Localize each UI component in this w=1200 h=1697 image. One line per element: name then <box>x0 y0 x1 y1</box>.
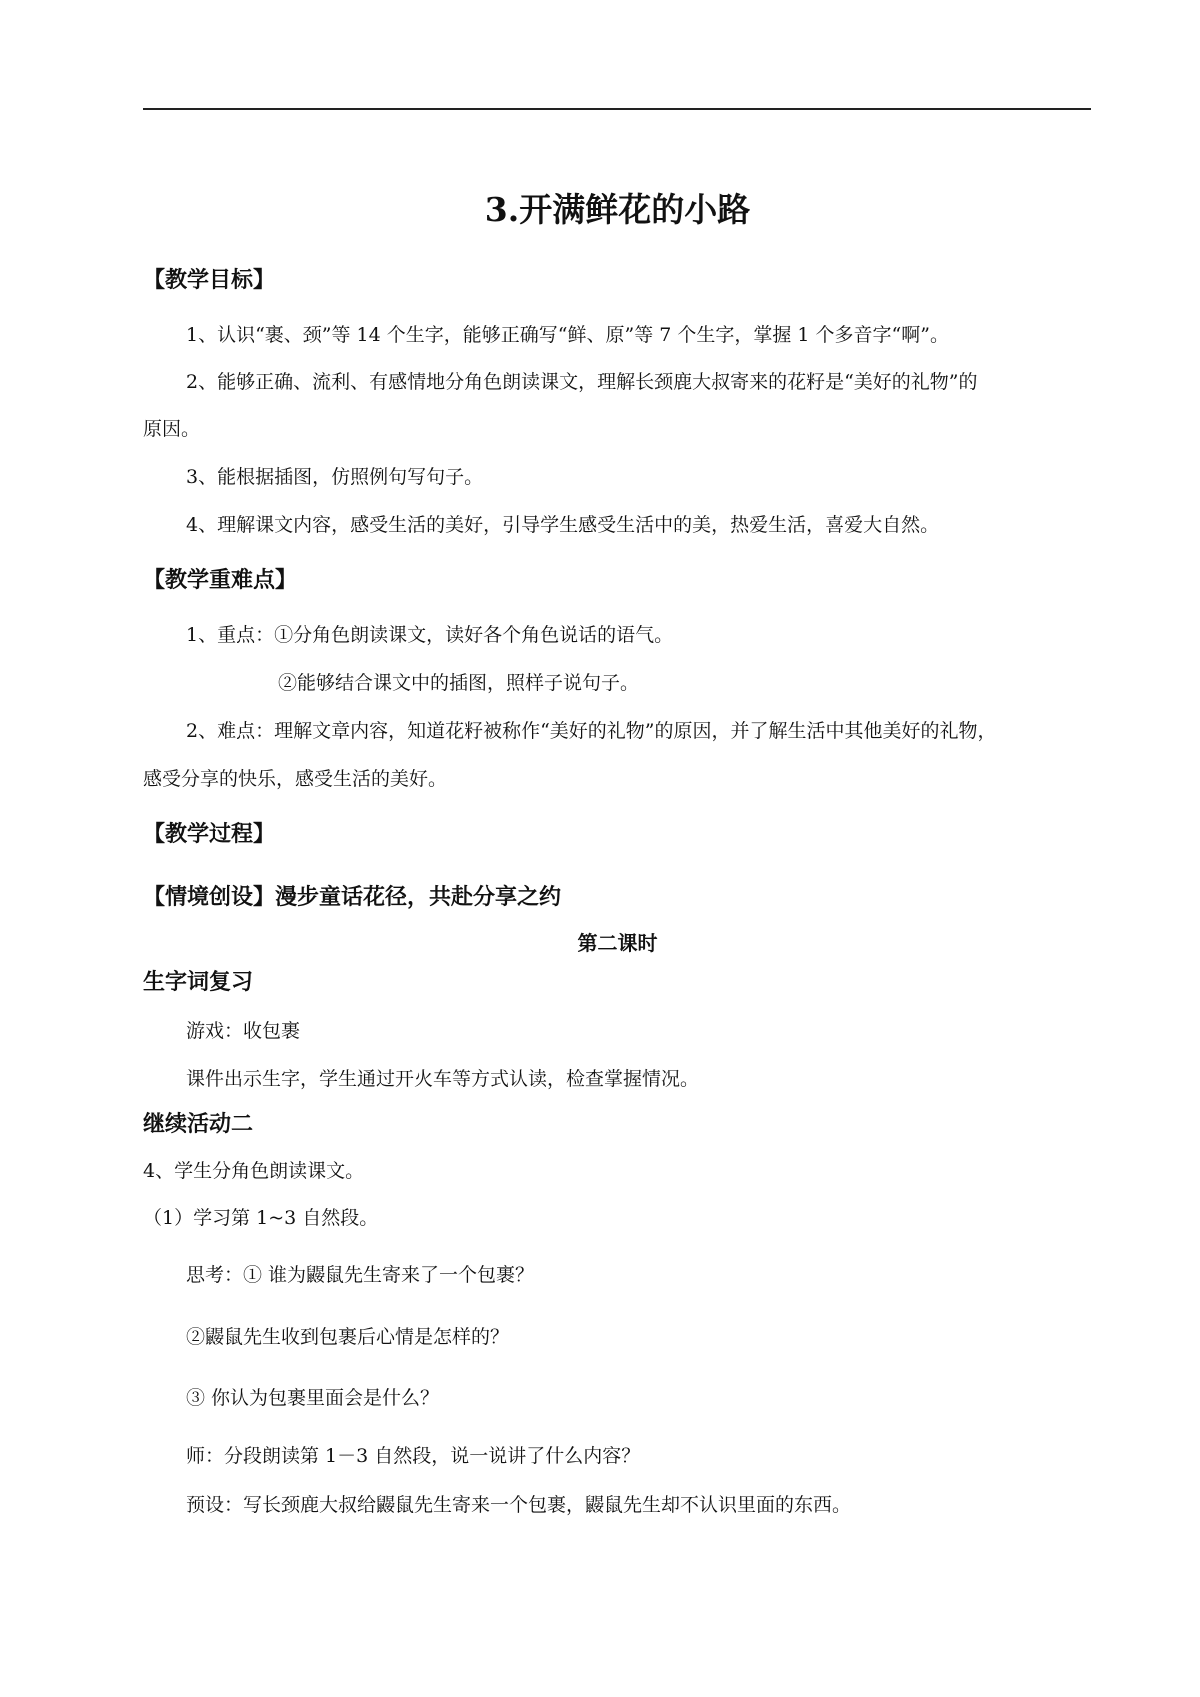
keypoint-2-cont: 感受分享的快乐，感受生活的美好。 <box>143 768 448 790</box>
activity-heading: 继续活动二 <box>143 1112 254 1137</box>
activity-preset: 预设：写长颈鹿大叔给鼹鼠先生寄来一个包裹，鼹鼠先生却不认识里面的东西。 <box>186 1494 852 1516</box>
keypoint-2: 2、难点：理解文章内容，知道花籽被称作“美好的礼物”的原因，并了解生活中其他美好的礼物， <box>186 720 997 742</box>
activity-question-2: ②鼹鼠先生收到包裹后心情是怎样的？ <box>186 1326 510 1348</box>
keypoint-1: 1、重点：①分角色朗读课文，读好各个角色说话的语气。 <box>186 624 674 646</box>
review-heading: 生字词复习 <box>143 970 254 995</box>
activity-question-1: 思考：① 谁为鼹鼠先生寄来了一个包裹？ <box>186 1264 535 1286</box>
activity-question-3: ③ 你认为包裹里面会是什么？ <box>186 1387 440 1409</box>
activity-line-2: （1）学习第 1~3 自然段。 <box>143 1207 379 1229</box>
objective-4: 4、理解课文内容，感受生活的美好，引导学生感受生活中的美，热爱生活，喜爱大自然。 <box>186 514 940 536</box>
keypoint-1b: ②能够结合课文中的插图，照样子说句子。 <box>278 672 640 694</box>
review-line-1: 游戏：收包裹 <box>186 1020 301 1042</box>
activity-line-1: 4、学生分角色朗读课文。 <box>143 1160 365 1182</box>
objective-3: 3、能根据插图，仿照例句写句子。 <box>186 466 484 488</box>
lesson-label: 第二课时 <box>577 931 658 955</box>
keypoints-heading: 【教学重难点】 <box>143 568 298 593</box>
review-line-2: 课件出示生字，学生通过开火车等方式认读，检查掌握情况。 <box>186 1068 700 1090</box>
activity-teacher: 师：分段朗读第 1－3 自然段，说一说讲了什么内容？ <box>186 1445 641 1467</box>
process-heading: 【教学过程】 <box>143 822 276 847</box>
objective-2: 2、能够正确、流利、有感情地分角色朗读课文，理解长颈鹿大叔寄来的花籽是“美好的礼物”的 <box>186 371 978 393</box>
objectives-heading: 【教学目标】 <box>143 268 276 293</box>
objective-2-cont: 原因。 <box>143 418 201 440</box>
objective-1: 1、认识“裹、颈”等 14 个生字，能够正确写“鲜、原”等 7 个生字，掌握 1 个多音字“啊”。 <box>186 324 949 346</box>
scenario-heading: 【情境创设】漫步童话花径，共赴分享之约 <box>143 885 562 910</box>
page-title: 3.开满鲜花的小路 <box>484 190 751 229</box>
header-rule <box>143 108 1091 110</box>
